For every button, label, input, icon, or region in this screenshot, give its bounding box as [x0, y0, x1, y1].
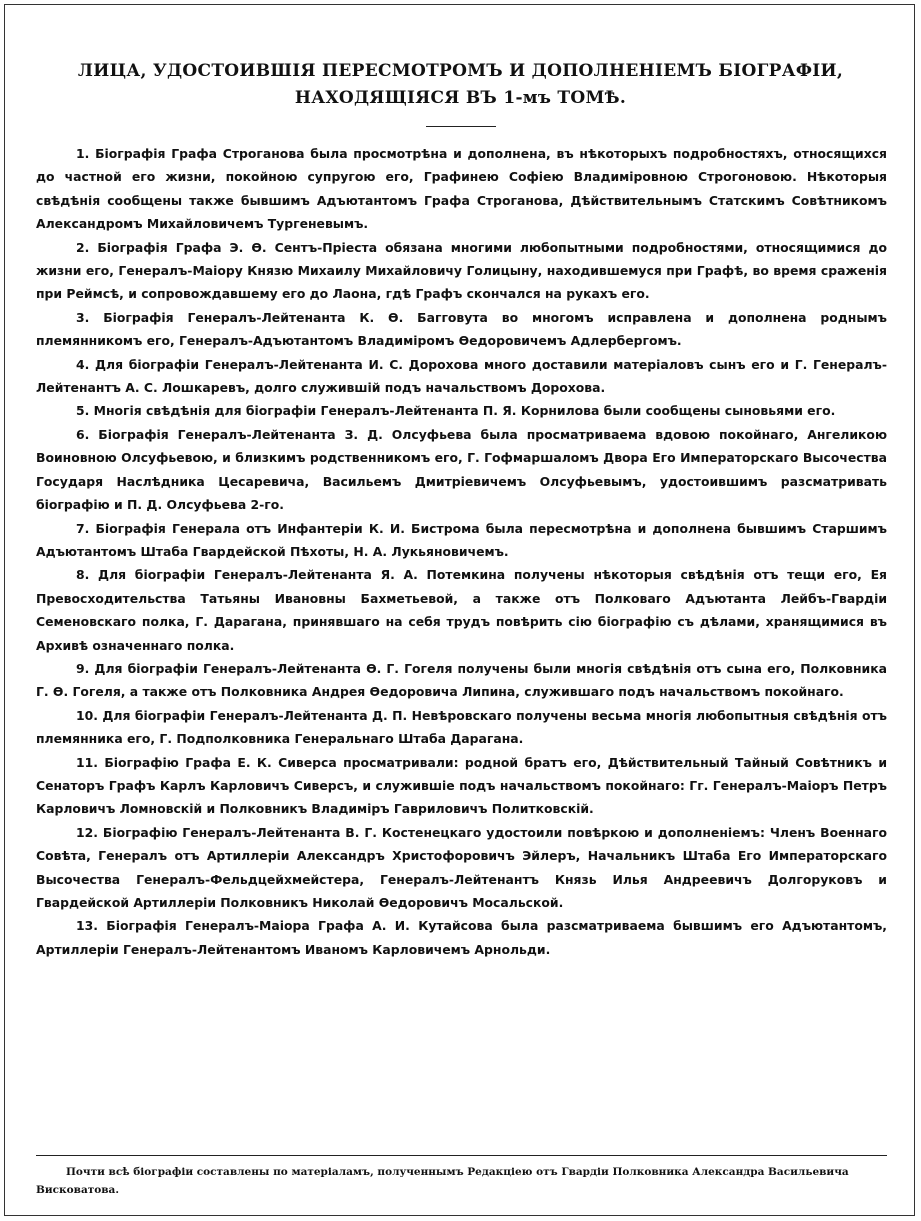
paragraph: 4. Для біографіи Генералъ-Лейтенанта И. С. Дорохова много доставили матеріаловъ сынъ его и Г. Генералъ-Лейтенантъ А. С. Лошкаревъ, долго служившій подъ начальствомъ Дорохова. — [36, 356, 887, 396]
footer-text: Почти всѣ біографіи составлены по матеріаламъ, полученнымъ Редакціею отъ Гвардіи Полковника Александра Васильевича Висковатова. — [36, 1166, 849, 1196]
paragraph: 7. Біографія Генерала отъ Инфантеріи К. И. Бистрома была пересмотрѣна и дополнена бывшимъ Старшимъ Адъютантомъ Штаба Гвардейской Пѣхоты, Н. А. Лукьяновичемъ. — [36, 520, 887, 559]
paragraph: 8. Для біографіи Генералъ-Лейтенанта Я. А. Потемкина получены нѣкоторыя свѣдѣнія отъ тещи его, Ея Превосходительства Татьяны Ивановны Бахметьевой, а также отъ Полковаго Адъютанта Лейбъ-Гвардіи Семеновскаго полка, Г. Дарагана, принявшаго на себя трудъ повѣрить сію біографію съ дѣлами, хранящимися въ Архивѣ означеннаго полка. — [36, 567, 887, 653]
paragraph: 10. Для біографіи Генералъ-Лейтенанта Д. П. Невѣровскаго получены весьма многія любопытныя свѣдѣнія отъ племянника его, Г. Подполковника Генеральнаго Штаба Дарагана. — [36, 707, 887, 747]
paragraph: 6. Біографія Генералъ-Лейтенанта З. Д. Олсуфьева была просматриваема вдовою покойнаго, Ангеликою Воиновною Олсуфьевою, и близкимъ родственникомъ его, Г. Гофмаршаломъ Двора Его Императорскаго Высочества Государя Наслѣдника Цесаревича, Васильемъ Дмитріевичемъ Олсуфьевымъ, удостоившимъ разсматривать біографію и П. Д. Олсуфьева 2-го. — [36, 426, 887, 513]
paragraph: 13. Біографія Генералъ-Маіора Графа А. И. Кутайсова была разсматриваема бывшимъ его Адъютантомъ, Артиллеріи Генералъ-Лейтенантомъ Иваномъ Карловичемъ Арнольди. — [36, 918, 887, 957]
paragraph-list — [36, 142, 887, 961]
paragraph: 3. Біографія Генералъ-Лейтенанта К. Ѳ. Багговута во многомъ исправлена и дополнена роднымъ племянникомъ его, Генералъ-Адъютантомъ Владиміромъ Ѳедоровичемъ Адлербергомъ. — [36, 309, 887, 349]
page-title — [0, 58, 921, 112]
paragraph: 12. Біографію Генералъ-Лейтенанта В. Г. Костенецкаго удостоили повѣркою и дополненіемъ: Членъ Военнаго Совѣта, Генералъ отъ Артиллеріи Александръ Христофоровичъ Эйлеръ, Начальникъ Штаба Его Императорскаго Высочества Генералъ-Фельдцейхмейстера, Генералъ-Лейтенантъ Князь Илья Андреевичъ Долгоруковъ и Гвардейской Артиллеріи Полковникъ Николай Ѳедоровичъ Мосальской. — [36, 824, 887, 910]
title-divider — [426, 126, 496, 127]
paragraph: 5. Многія свѣдѣнія для біографіи Генералъ-Лейтенанта П. Я. Корнилова были сообщены сыновьями его. — [76, 403, 836, 419]
footer-note — [36, 1163, 887, 1199]
paragraph: 11. Біографію Графа Е. К. Сиверса просматривали: родной братъ его, Дѣйствительный Тайный Совѣтникъ и Сенаторъ Графъ Карлъ Карловичъ Сиверсъ, и служившіе подъ начальствомъ покойнаго: Гг. Генералъ-Маіоръ Петръ Карловичъ Ломновскій и Полковникъ Владиміръ Гавриловичъ Политковскій. — [36, 754, 887, 817]
paragraph: 2. Біографія Графа Э. Ѳ. Сентъ-Пріеста обязана многими любопытными подробностями, относящимися до жизни его, Генералъ-Маіору Князю Михаилу Михайловичу Голицыну, находившемуся при Графѣ, во время сраженія при Реймсѣ, и сопровождавшему его до Лаона, гдѣ Графъ скончался на рукахъ его. — [36, 239, 887, 302]
paragraph: 9. Для біографіи Генералъ-Лейтенанта Ѳ. Г. Гогеля получены были многія свѣдѣнія отъ сына его, Полковника Г. Ѳ. Гогеля, а также отъ Полковника Андрея Ѳедоровича Липина, служившаго подъ начальствомъ покойнаго. — [36, 660, 887, 700]
title-line-1: ЛИЦА, УДОСТОИВШІЯ ПЕРЕСМОТРОМЪ И ДОПОЛНЕНІЕМЪ БІОГРАФІИ, — [77, 61, 844, 81]
footer-divider — [36, 1155, 887, 1156]
paragraph: 1. Біографія Графа Строганова была просмотрѣна и дополнена, въ нѣкоторыхъ подробностяхъ, относящихся до частной его жизни, покойною супругою его, Графинею Софіею Владиміровною Строгоновою. Нѣкоторыя свѣдѣнія сообщены также бывшимъ Адъютантомъ Графа Строганова, Дѣйствительнымъ Статскимъ Совѣтникомъ Александромъ Михайловичемъ Тургеневымъ. — [36, 146, 887, 232]
title-line-2: НАХОДЯЩІЯСЯ ВЪ 1-мъ ТОМѢ. — [294, 88, 627, 108]
